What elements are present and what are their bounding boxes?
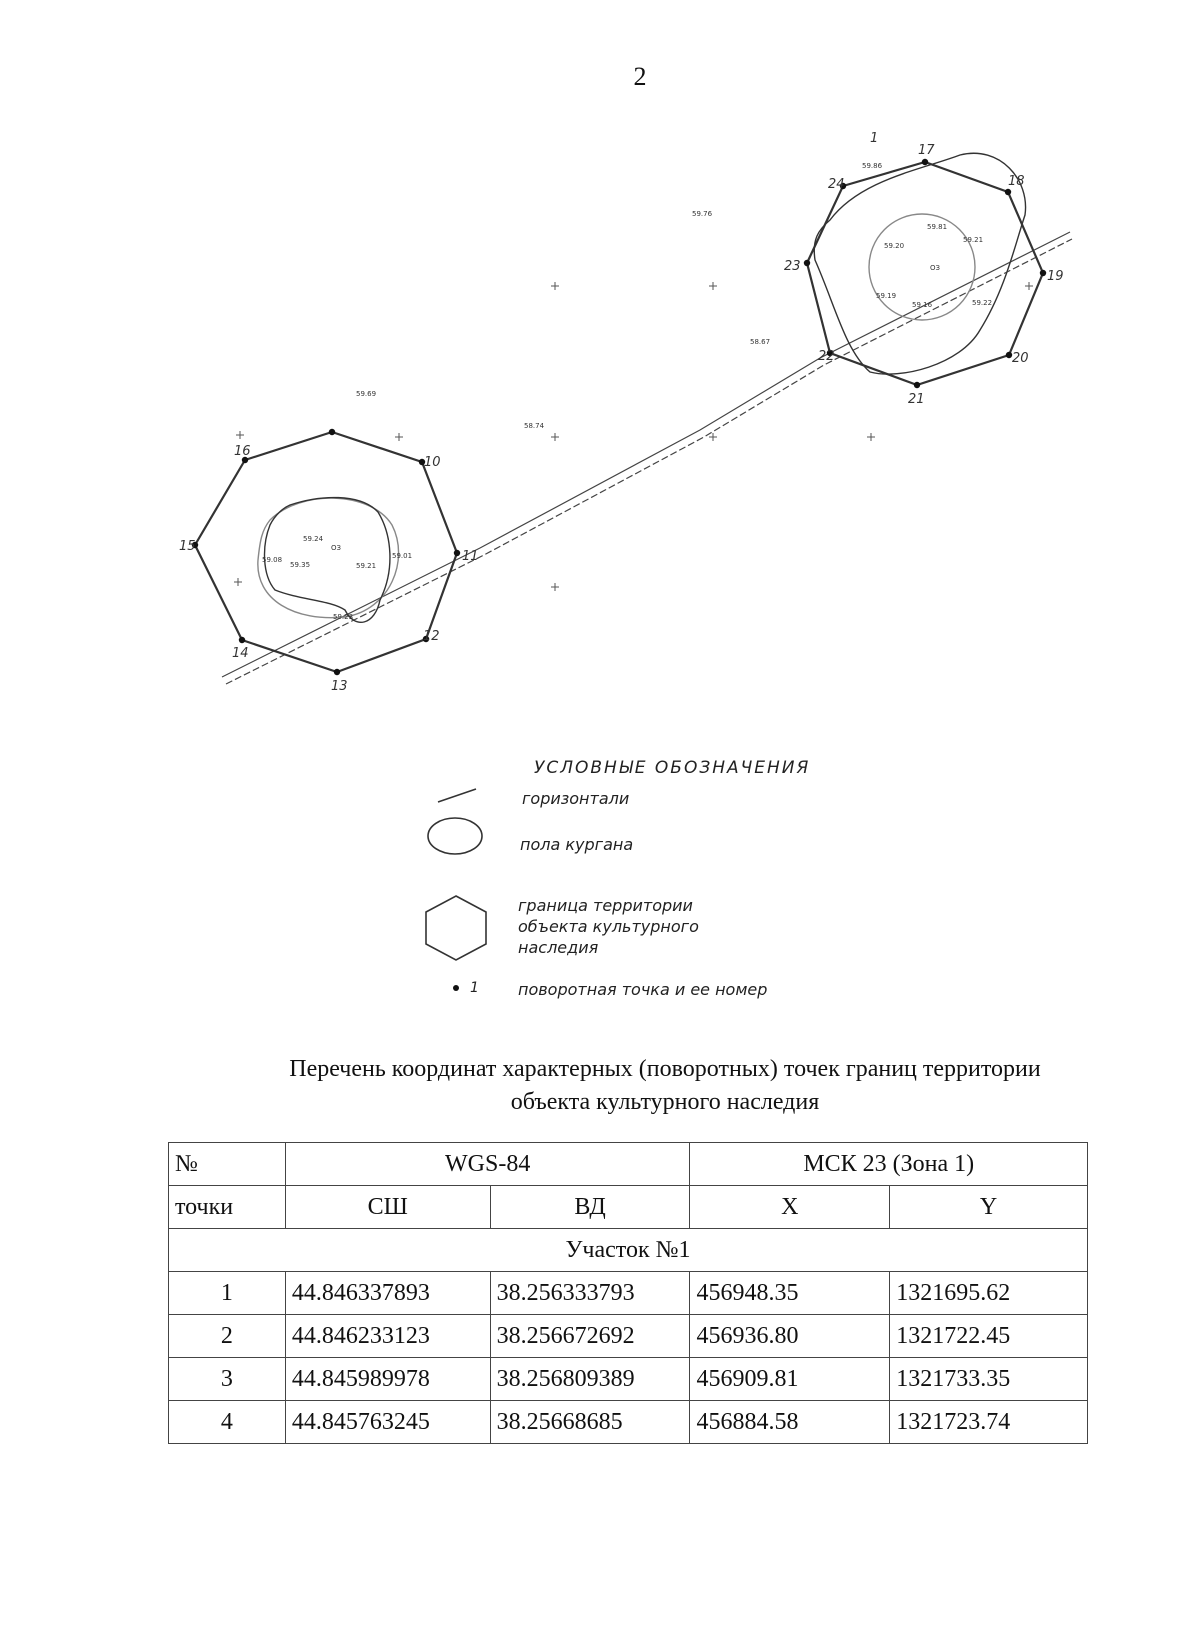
legend-boundary-symbol [426, 896, 486, 960]
page-number: 2 [633, 62, 647, 91]
elevation-label: 59.86 [862, 162, 883, 170]
point-number-15: 15 [179, 539, 196, 554]
legend-symbols [426, 789, 486, 991]
coordinates-table [168, 1142, 1088, 1444]
point-number-17: 17 [918, 143, 935, 158]
header-lon: ВД [490, 1186, 690, 1229]
elevation-label: 59.23 [333, 613, 354, 621]
elevation-label: 59.20 [884, 242, 905, 250]
caption-line: объекта культурного наследия [510, 1089, 820, 1115]
cell-point-number: 4 [169, 1401, 286, 1444]
cell-point-number: 3 [169, 1358, 286, 1401]
header-point: точки [169, 1186, 286, 1229]
mound-label: ОЗ [930, 264, 940, 272]
legend-point-sample: 1 [470, 980, 479, 996]
point-number-14: 14 [232, 646, 249, 661]
section-row: Участок №1 [169, 1229, 1088, 1272]
cell-lat: 44.846337893 [285, 1272, 490, 1315]
table-row [169, 1358, 1088, 1401]
legend-contours-label: горизонтали [522, 789, 630, 808]
elevation-label: 59.21 [963, 236, 984, 244]
cell-lon: 38.256333793 [490, 1272, 690, 1315]
cell-lat: 44.845763245 [285, 1401, 490, 1444]
point-number-13: 13 [331, 679, 348, 694]
boundary-octagon-2 [807, 162, 1043, 385]
table-row [169, 1401, 1088, 1444]
cell-lon: 38.25668685 [490, 1401, 690, 1444]
elevation-label: 58.74 [524, 422, 545, 430]
legend-boundary-label [518, 895, 699, 958]
table-caption [160, 1053, 1170, 1119]
turning-points [192, 159, 1046, 675]
point-number-21: 21 [908, 392, 925, 407]
elevation-label: 59.01 [392, 552, 413, 560]
cell-x: 456948.35 [690, 1272, 890, 1315]
legend-contour-symbol [438, 789, 476, 802]
point-number-1: 1 [870, 131, 879, 146]
legend-mound-symbol [428, 818, 482, 854]
header-no: № [169, 1143, 286, 1186]
point-number-24: 24 [828, 177, 845, 192]
elevation-label: 59.08 [262, 556, 283, 564]
cell-lat: 44.846233123 [285, 1315, 490, 1358]
legend-point-label: поворотная точка и ее номер [518, 980, 768, 999]
contour-mound-1 [265, 498, 390, 623]
legend-boundary-line: наследия [518, 938, 599, 957]
cell-lat: 44.845989978 [285, 1358, 490, 1401]
cell-y: 1321733.35 [890, 1358, 1088, 1401]
grid-crosses [234, 282, 1033, 591]
table-row [169, 1272, 1088, 1315]
cell-y: 1321722.45 [890, 1315, 1088, 1358]
caption-line: Перечень координат характерных (поворотных) точек границ территории [289, 1056, 1041, 1082]
cell-lon: 38.256672692 [490, 1315, 690, 1358]
point-number-23: 23 [784, 259, 801, 274]
header-msk: МСК 23 (Зона 1) [690, 1143, 1088, 1186]
point-number-16: 16 [234, 444, 251, 459]
legend-mound-label: пола кургана [520, 835, 634, 854]
elevation-label: 59.81 [927, 223, 948, 231]
point-number-19: 19 [1047, 269, 1064, 284]
header-x: X [690, 1186, 890, 1229]
elevation-label: 59.24 [303, 535, 324, 543]
mound-label: ОЗ [331, 544, 341, 552]
elevation-label: 59.35 [290, 561, 311, 569]
header-wgs: WGS-84 [285, 1143, 690, 1186]
point-number-20: 20 [1012, 351, 1029, 366]
point-number-12: 12 [423, 629, 440, 644]
cell-point-number: 2 [169, 1315, 286, 1358]
header-y: Y [890, 1186, 1088, 1229]
cell-y: 1321723.74 [890, 1401, 1088, 1444]
elevation-label: 59.22 [972, 299, 993, 307]
header-lat: СШ [285, 1186, 490, 1229]
legend-boundary-line: объекта культурного [518, 917, 699, 936]
legend-boundary-line: граница территории [518, 896, 693, 915]
elevation-label: 59.19 [876, 292, 897, 300]
cell-lon: 38.256809389 [490, 1358, 690, 1401]
elevation-label: 59.76 [692, 210, 713, 218]
elevation-label: 58.67 [750, 338, 771, 346]
cell-y: 1321695.62 [890, 1272, 1088, 1315]
cell-x: 456909.81 [690, 1358, 890, 1401]
legend-point-symbol [453, 985, 459, 991]
cell-x: 456884.58 [690, 1401, 890, 1444]
table-row [169, 1315, 1088, 1358]
elevation-label: 59.69 [356, 390, 377, 398]
point-number-18: 18 [1008, 174, 1025, 189]
elevation-label: 59.21 [356, 562, 377, 570]
cell-x: 456936.80 [690, 1315, 890, 1358]
elevation-label: 59.16 [912, 301, 933, 309]
point-number-22: 22 [818, 349, 835, 364]
legend-title: УСЛОВНЫЕ ОБОЗНАЧЕНИЯ [534, 758, 811, 778]
mound-1 [195, 432, 457, 672]
boundary-octagon-1 [195, 432, 457, 672]
cell-point-number: 1 [169, 1272, 286, 1315]
point-number-10: 10 [424, 455, 441, 470]
point-number-11: 11 [462, 549, 479, 564]
